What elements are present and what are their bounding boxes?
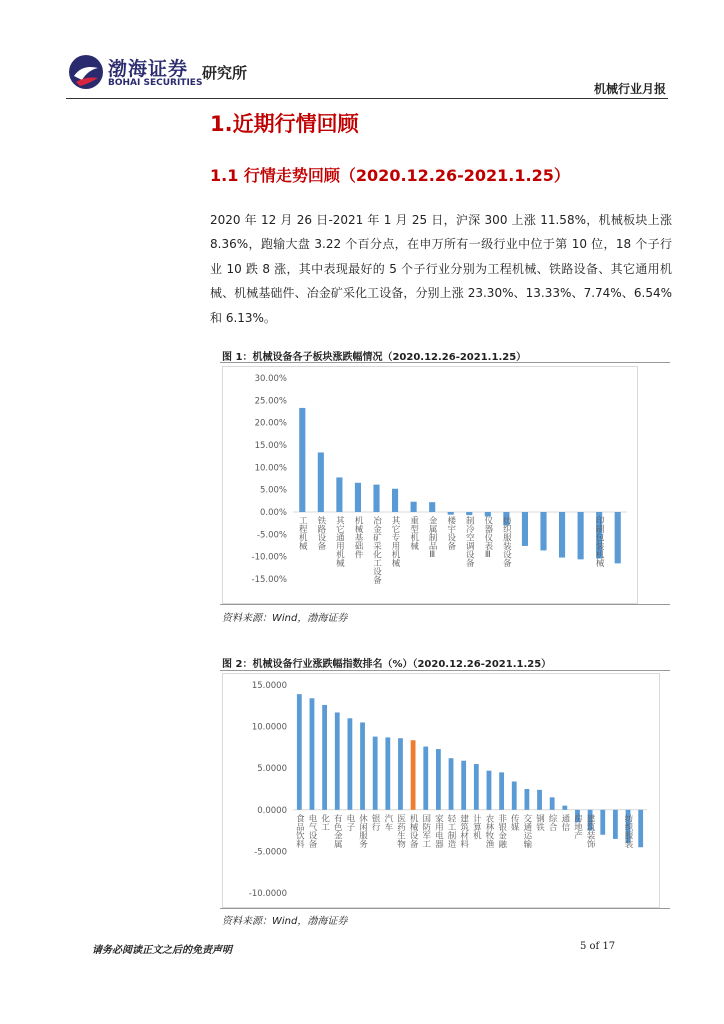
brand-name-cn: 渤海证券: [108, 58, 189, 80]
figure1-bar: [355, 483, 361, 512]
figure2-ytick-label: 5.0000: [257, 764, 287, 775]
figure2-category-label: 医药生物: [395, 813, 406, 848]
figure2-rule: [220, 670, 670, 671]
figure1-bar: [448, 512, 454, 515]
figure1-category-label: 铁路设备: [315, 516, 326, 550]
figure1-bottom-rule: [220, 604, 670, 605]
figure1-bar: [540, 512, 546, 550]
figure1-category-label: 印刷包装机械: [594, 516, 605, 567]
figure2-bar: [550, 797, 555, 809]
figure1-bar: [318, 452, 324, 512]
figure1-ytick-label: -5.00%: [256, 530, 287, 541]
figure2-bar: [474, 764, 479, 810]
figure2-bar: [373, 737, 378, 810]
figure1-ytick-label: 25.00%: [254, 396, 287, 407]
subsection-title: 1.1 行情走势回顾（2020.12.26-2021.1.25）: [210, 166, 570, 185]
figure1-bar: [299, 408, 305, 512]
figure2-bar: [322, 705, 327, 810]
figure1-title: 图 1：机械设备各子板块涨跌幅情况（2020.12.26-2021.1.25）: [222, 352, 527, 363]
figure2-category-label: 农林牧渔: [483, 813, 494, 848]
figure2-category-label: 建筑材料: [458, 813, 469, 848]
figure1-ytick-label: 20.00%: [254, 418, 287, 429]
figure1-bar: [373, 485, 379, 512]
figure2-bar: [524, 789, 529, 810]
figure2-bar: [385, 737, 390, 809]
figure2-category-label: 银行: [370, 813, 381, 831]
figure2-category-label: 钢铁: [534, 813, 545, 831]
figure2-category-label: 化工: [319, 813, 330, 831]
figure1-category-label: 楼宇设备: [445, 516, 456, 550]
figure1-bar: [466, 512, 472, 515]
figure2-bar: [512, 782, 517, 810]
figure2-bar: [562, 806, 567, 810]
figure1-category-label: 金属制品Ⅲ: [427, 516, 438, 560]
figure2-category-label: 食品饮料: [294, 813, 305, 848]
header-divider: [66, 98, 668, 99]
figure1-chart: [223, 367, 637, 603]
page-number: 5 of 17: [580, 941, 616, 952]
footer-disclaimer: 请务必阅读正文之后的免责声明: [92, 945, 232, 956]
figure1-category-label: 仪器仪表Ⅲ: [482, 516, 493, 560]
figure1-bar: [429, 502, 435, 512]
figure1-category-label: 工程机械: [297, 516, 308, 550]
figure2-category-label: 汽车: [382, 813, 393, 831]
figure2-bar: [360, 722, 365, 809]
figure1-category-label: 重型机械: [408, 516, 419, 550]
figure2-category-label: 机械设备: [408, 813, 419, 848]
figure2-bottom-rule: [220, 908, 670, 909]
figure2-bar: [499, 772, 504, 809]
figure2-ytick-label: 15.0000: [251, 681, 287, 691]
figure2-title: 图 2：机械设备行业涨跌幅指数排名（%）（2020.12.26-2021.1.25）: [222, 659, 552, 670]
figure2-category-label: 综合: [547, 813, 558, 831]
figure1-ytick-label: 5.00%: [259, 485, 287, 496]
figure1-category-label: 制冷空调设备: [464, 516, 475, 567]
section-title: 1.近期行情回顾: [210, 112, 359, 136]
figure2-category-label: 建筑装饰: [585, 813, 596, 848]
figure1-bar: [392, 489, 398, 512]
figure1-ytick-label: 15.00%: [254, 441, 287, 451]
figure2-ytick-label: 0.0000: [257, 805, 287, 816]
figure2-bar: [638, 810, 643, 847]
brand-name-en: BOHAI SECURITIES: [108, 78, 203, 88]
figure2-category-label: 有色金属: [332, 813, 343, 848]
figure2-chart: [223, 674, 659, 907]
figure2-bar: [297, 694, 302, 810]
figure1-bar: [522, 512, 528, 546]
figure1-category-label: 其它通用机械: [334, 516, 345, 567]
figure2-category-label: 交通运输: [521, 813, 532, 848]
institute-label: 研究所: [202, 64, 248, 82]
figure2-bar: [335, 712, 340, 809]
figure1-bar: [336, 477, 342, 512]
figure1-bar: [411, 502, 417, 512]
figure2-category-label: 休闲服务: [357, 813, 368, 848]
figure2-bar: [436, 749, 441, 810]
figure2-category-label: 纺织服装: [623, 813, 634, 848]
figure1-category-label: 其它专用机械: [390, 516, 401, 567]
figure1-frame: [222, 366, 638, 604]
figure1-ytick-label: 30.00%: [254, 374, 287, 384]
figure2-bar: [600, 810, 605, 835]
figure1-ytick-label: 0.00%: [259, 508, 287, 518]
brand-logo: [68, 52, 203, 96]
figure2-bar: [310, 698, 315, 809]
figure2-category-label: 传媒: [509, 813, 520, 831]
figure1-source: 资料来源：Wind，渤海证券: [222, 613, 348, 624]
figure2-category-label: 电子: [344, 813, 355, 831]
figure2-bar: [487, 771, 492, 810]
figure2-category-label: 非银金融: [496, 813, 507, 848]
figure1-rule: [220, 362, 670, 363]
figure2-category-label: 轻工制造: [446, 813, 457, 848]
figure2-bar: [461, 761, 466, 810]
figure1-bar: [615, 512, 621, 563]
figure1-bar: [578, 512, 584, 559]
figure2-ytick-label: -5.0000: [254, 847, 287, 858]
figure2-category-label: 房地产: [572, 813, 583, 840]
figure2-category-label: 电气设备: [306, 813, 317, 848]
figure2-bar: [449, 758, 454, 810]
figure2-source: 资料来源：Wind，渤海证券: [222, 916, 348, 927]
report-type: 机械行业月报: [593, 82, 666, 96]
figure2-ytick-label: -10.0000: [248, 889, 287, 899]
figure2-bar: [398, 738, 403, 810]
figure1-category-label: 纺织服装设备: [501, 516, 512, 567]
figure1-ytick-label: 10.00%: [254, 463, 287, 474]
figure2-category-label: 通信: [559, 813, 570, 831]
figure2-category-label: 家用电器: [433, 813, 444, 848]
figure1-category-label: 机械基础件: [352, 516, 363, 559]
figure1-ytick-label: -15.00%: [251, 575, 287, 585]
figure1-ytick-label: -10.00%: [251, 552, 287, 563]
figure2-bar: [537, 790, 542, 810]
figure2-frame: [222, 673, 660, 908]
body-paragraph: 2020 年 12 月 26 日-2021 年 1 月 25 日，沪深 300 上涨 11.58%，机械板块上涨 8.36%，跑输大盘 3.22 个百分点，在申万所有一级行业中位于第 10 位，18 个子行业 10 跌 8 涨，其中表现最好的 5 个子行业分别为工程机械、铁路设备、其它通用机械、机械基础件、冶金矿采化工设备，分别上涨 23.30%、13.33%、7.74%、6.54%和 6.13%。: [210, 213, 672, 325]
figure1-category-label: 冶金矿采化工设备: [371, 516, 382, 584]
figure2-category-label: 国防军工: [420, 813, 431, 848]
figure2-bar: [423, 747, 428, 810]
figure2-category-label: 计算机: [471, 813, 482, 840]
figure2-bar: [411, 740, 416, 810]
figure2-bar: [347, 718, 352, 810]
figure2-bar: [613, 810, 618, 839]
figure2-ytick-label: 10.0000: [251, 722, 287, 733]
bohai-logo-icon: [68, 54, 104, 90]
figure1-bar: [559, 512, 565, 558]
